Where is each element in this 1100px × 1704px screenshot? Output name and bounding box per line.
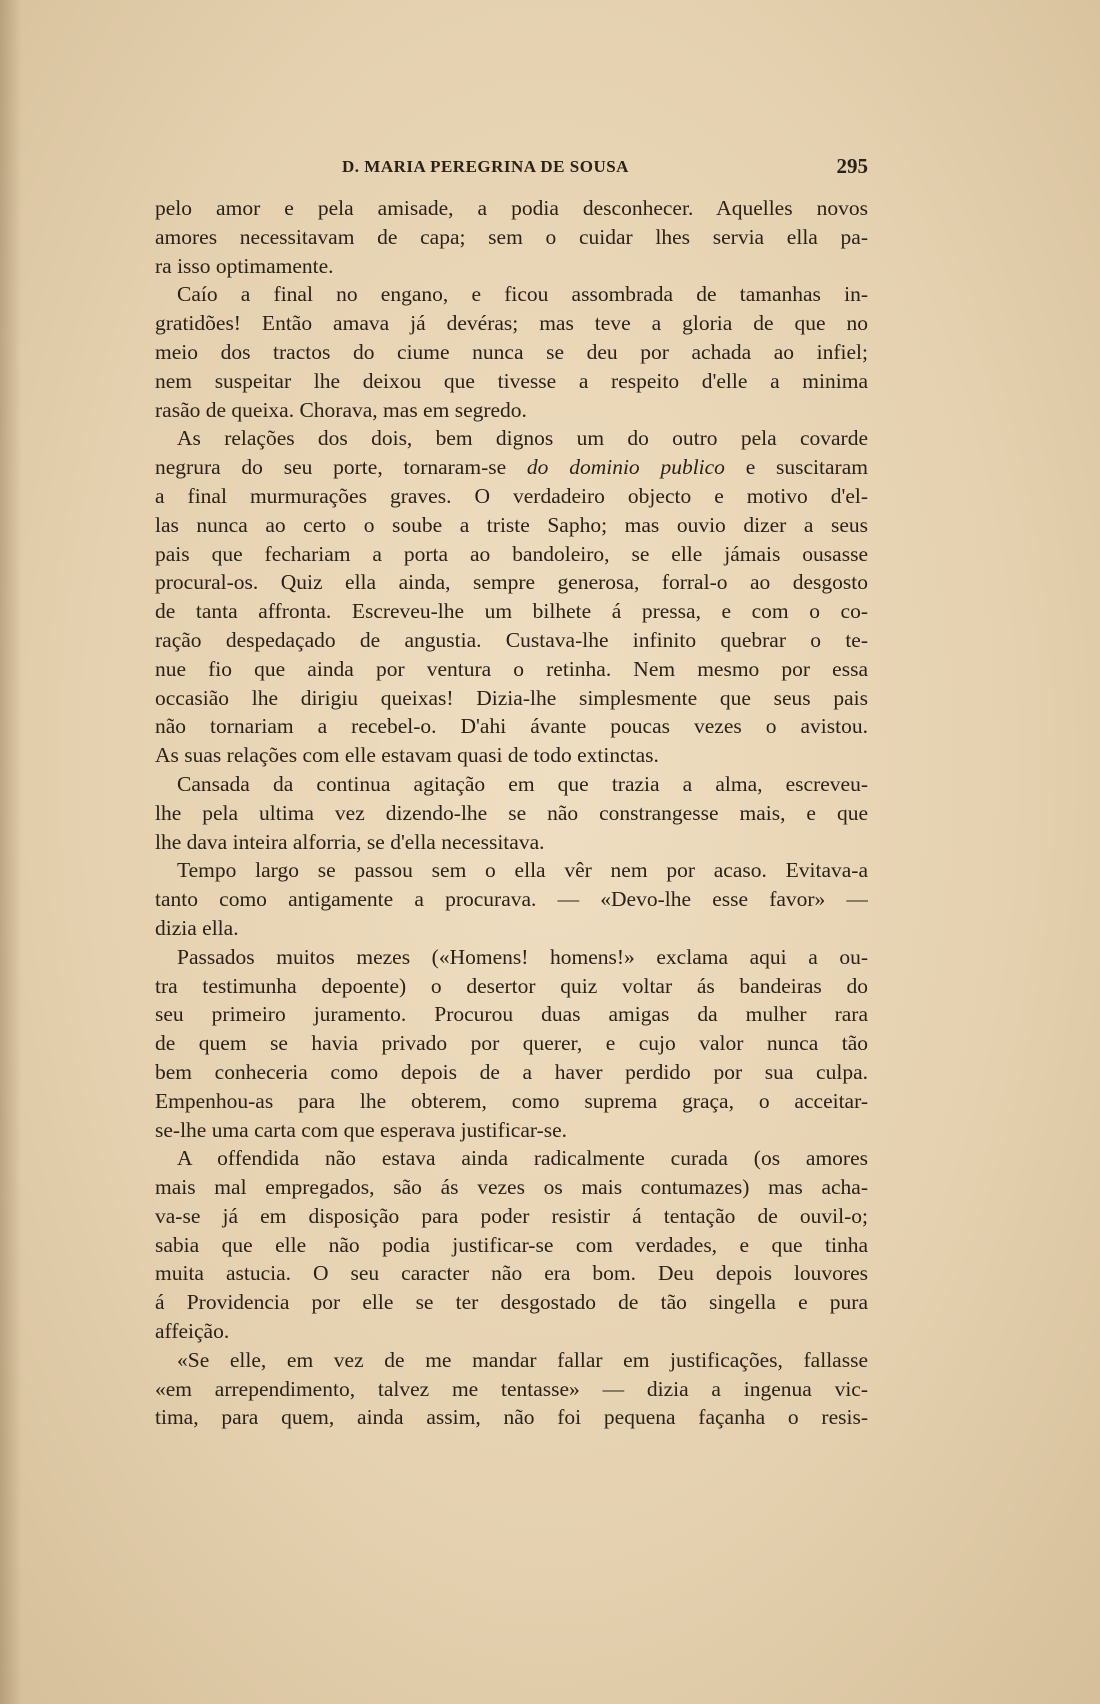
text-line: nue fio que ainda por ventura o retinha. Nem mesmo por essa: [155, 656, 868, 681]
text-line: á Providencia por elle se ter desgostado de tão singella e pura: [155, 1290, 868, 1315]
text-line: Empenhou-as para lhe obterem, como suprema graça, o acceitar-: [155, 1088, 868, 1113]
text-line: de quem se havia privado por querer, e cujo valor nunca tão: [155, 1031, 868, 1056]
text-line: amores necessitavam de capa; sem o cuidar lhes servia ella pa-: [155, 224, 868, 249]
text-line: a final murmurações graves. O verdadeiro objecto e motivo d'el-: [155, 483, 868, 508]
page-number: 295: [836, 154, 868, 178]
text-line: rasão de queixa. Chorava, mas em segredo.: [155, 397, 527, 422]
text-line: nem suspeitar lhe deixou que tivesse a respeito d'elle a minima: [155, 368, 868, 393]
text-line: «em arrependimento, talvez me tentasse» — dizia a ingenua vic-: [155, 1376, 868, 1401]
text-line: ra isso optimamente.: [155, 253, 334, 278]
page-header: [155, 154, 868, 180]
text-line: muita astucia. O seu caracter não era bom. Deu depois louvores: [155, 1261, 868, 1286]
text-line: tra testimunha depoente) o desertor quiz voltar ás bandeiras do: [155, 973, 868, 998]
italic-phrase: do dominio publico: [526, 455, 725, 480]
text-line: Tempo largo se passou sem o ella vêr nem por acaso. Evitava-a: [177, 858, 868, 883]
body-text: [155, 194, 868, 1432]
text-line: va-se já em disposição para poder resistir á tentação de ouvil-o;: [155, 1203, 868, 1228]
text-line: não tornariam a recebel-o. D'ahi ávante poucas vezes o avistou.: [155, 714, 868, 739]
text-line: lhe pela ultima vez dizendo-lhe se não constrangesse mais, e que: [155, 800, 868, 825]
text-line: bem conheceria como depois de a haver perdido por sua culpa.: [155, 1059, 868, 1084]
text-line: occasião lhe dirigiu queixas! Dizia-lhe simplesmente que seus pais: [155, 685, 868, 710]
text-line: pais que fechariam a porta ao bandoleiro, se elle jámais ousasse: [155, 541, 868, 566]
text-line: pelo amor e pela amisade, a podia desconhecer. Aquelles novos: [155, 196, 868, 220]
text-line: de tanta affronta. Escreveu-lhe um bilhete á pressa, e com o co-: [155, 599, 868, 624]
text-line: Passados muitos mezes («Homens! homens!» exclama aqui a ou-: [177, 944, 868, 969]
text-segment: negrura do seu porte, tornaram-se: [155, 455, 527, 480]
text-line: tanto como antigamente a procurava. — «Devo-lhe esse favor» —: [155, 887, 868, 912]
text-line: As suas relações com elle estavam quasi de todo extinctas.: [155, 743, 659, 768]
text-line: ração despedaçado de angustia. Custava-lhe infinito quebrar o te-: [155, 627, 868, 652]
text-line: meio dos tractos do ciume nunca se deu por achada ao infiel;: [155, 339, 868, 364]
text-line: sabia que elle não podia justificar-se com verdades, e que tinha: [155, 1232, 868, 1257]
text-segment: e suscitaram: [724, 455, 868, 480]
text-line: procural-os. Quiz ella ainda, sempre generosa, forral-o ao desgosto: [155, 570, 868, 595]
text-line: mais mal empregados, são ás vezes os mais contumazes) mas acha-: [155, 1175, 868, 1200]
text-line: lhe dava inteira alforria, se d'ella necessitava.: [155, 829, 545, 854]
text-line: dizia ella.: [155, 915, 239, 940]
text-line: «Se elle, em vez de me mandar fallar em justificações, fallasse: [177, 1347, 868, 1372]
text-line: Cansada da continua agitação em que trazia a alma, escreveu-: [177, 771, 868, 796]
text-line: As relações dos dois, bem dignos um do outro pela covarde: [177, 426, 868, 451]
text-line: affeição.: [155, 1319, 230, 1344]
text-line: Caío a final no engano, e ficou assombrada de tamanhas in-: [177, 282, 868, 307]
text-line: gratidões! Então amava já devéras; mas teve a gloria de que no: [155, 311, 868, 336]
text-line: A offendida não estava ainda radicalmente curada (os amores: [177, 1146, 868, 1171]
text-line: las nunca ao certo o soube a triste Sapho; mas ouvio dizer a seus: [155, 512, 868, 537]
running-title: D. MARIA PEREGRINA DE SOUSA: [342, 157, 629, 176]
text-line: se-lhe uma carta com que esperava justificar-se.: [155, 1117, 568, 1142]
page-edge-shadow: [0, 0, 22, 1704]
text-line: [155, 453, 868, 482]
text-line: tima, para quem, ainda assim, não foi pequena façanha o resis-: [155, 1405, 868, 1430]
text-line: seu primeiro juramento. Procurou duas amigas da mulher rara: [155, 1002, 868, 1027]
